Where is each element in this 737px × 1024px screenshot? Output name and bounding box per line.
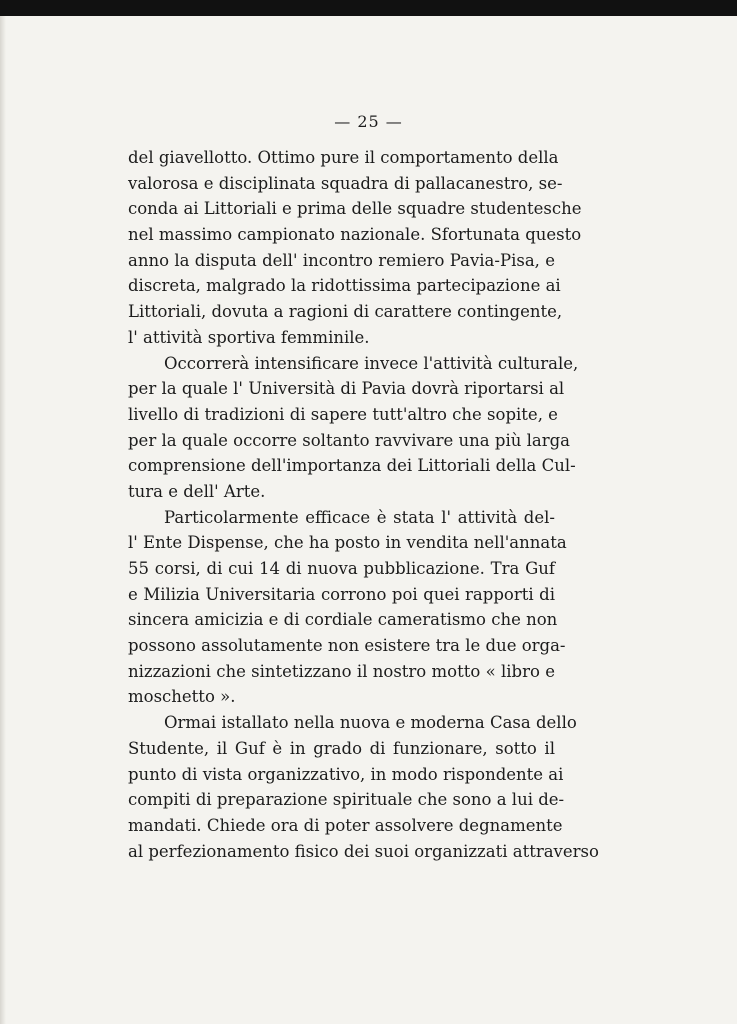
text-line: per la quale occorre soltanto ravvivare una più larga xyxy=(128,430,570,450)
text-line: Littoriali, dovuta a ragioni di carattere contingente, xyxy=(128,302,563,322)
text-line: Ormai istallato nella nuova e moderna Casa dello xyxy=(164,713,577,733)
scan-left-edge xyxy=(0,16,6,1024)
text-line: livello di tradizioni di sapere tutt'altro che sopite, e xyxy=(128,404,558,424)
page-number: — 25 — xyxy=(334,112,403,131)
text-line: tura e dell' Arte. xyxy=(128,481,266,501)
text-line: del giavellotto. Ottimo pure il comportamento della xyxy=(128,148,559,167)
text-line: e Milizia Universitaria corrono poi quei rapporti di xyxy=(128,584,555,604)
text-line: conda ai Littoriali e prima delle squadre studentesche xyxy=(128,199,582,219)
text-line: 55 corsi, di cui 14 di nuova pubblicazione. Tra Guf xyxy=(128,559,555,578)
text-line: mandati. Chiede ora di poter assolvere degnamente xyxy=(128,815,563,835)
text-line: l' Ente Dispense, che ha posto in vendita nell'annata xyxy=(128,533,567,553)
text-line: l' attività sportiva femminile. xyxy=(128,327,370,347)
text-line: moschetto ». xyxy=(128,687,236,707)
text-line: per la quale l' Università di Pavia dovrà riportarsi al xyxy=(128,379,565,399)
text-line: valorosa e disciplinata squadra di pallacanestro, se- xyxy=(128,173,563,193)
text-line: sincera amicizia e di cordiale cameratismo che non xyxy=(128,610,558,630)
text-line: Particolarmente efficace è stata l' attività del- xyxy=(164,507,555,527)
text-line: possono assolutamente non esistere tra le due orga- xyxy=(128,636,566,656)
text-line: anno la disputa dell' incontro remiero Pavia-Pisa, e xyxy=(128,250,555,270)
text-line: discreta, malgrado la ridottissima partecipazione ai xyxy=(128,276,561,296)
text-line: Occorrerà intensificare invece l'attività culturale, xyxy=(164,353,579,373)
scan-top-border xyxy=(0,0,737,16)
text-line: Studente, il Guf è in grado di funzionare, sotto il xyxy=(128,738,555,758)
text-line: punto di vista organizzativo, in modo rispondente ai xyxy=(128,764,564,784)
body-text xyxy=(128,145,599,864)
text-line: al perfezionamento fisico dei suoi organizzati attraverso xyxy=(128,841,599,861)
text-line: nizzazioni che sintetizzano il nostro motto « libro e xyxy=(128,661,555,681)
text-line: comprensione dell'importanza dei Littoriali della Cul- xyxy=(128,456,576,476)
text-line: compiti di preparazione spirituale che sono a lui de- xyxy=(128,790,565,810)
text-line: nel massimo campionato nazionale. Sfortunata questo xyxy=(128,225,582,245)
